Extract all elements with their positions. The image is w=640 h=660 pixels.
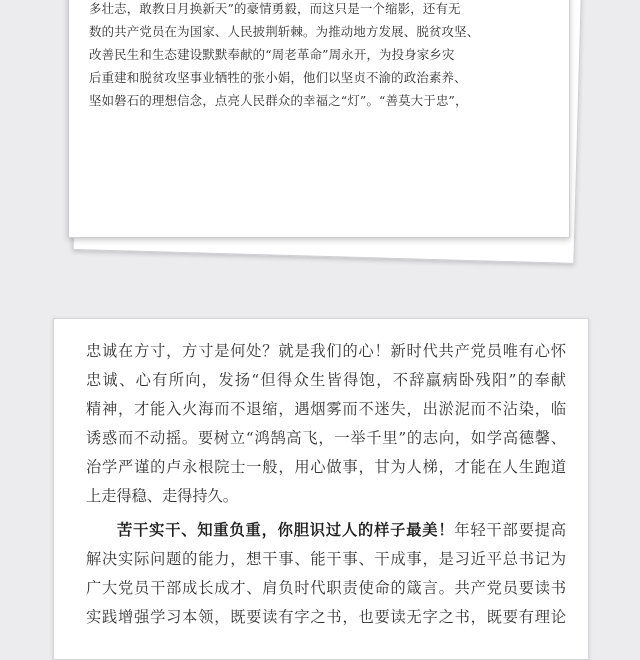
text-line: 解决实际问题的能力，想干事、能干事、干成事，是习近平总书记为 bbox=[86, 550, 566, 568]
text-line: 忠诚、心有所向，发扬“但得众生皆得饱，不辞羸病卧残阳”的奉献 bbox=[86, 371, 566, 389]
bottom-page-text bbox=[86, 337, 566, 632]
text-line: 改善民生和生态建设默默奉献的“周老革命”周永开，为投身家乡灾 bbox=[89, 47, 455, 62]
text-line: 忠诚在方寸，方寸是何处？就是我们的心！新时代共产党员唯有心怀 bbox=[86, 342, 566, 360]
text-line: 上走得稳、走得持久。 bbox=[86, 487, 238, 505]
document-page-bottom bbox=[53, 318, 589, 660]
text-line: 实践增强学习本领，既要读有字之书，也要读无字之书，既要有理论 bbox=[86, 608, 566, 626]
text-line: 数的共产党员在为国家、人民披荆斩棘。为推动地方发展、脱贫攻坚、 bbox=[89, 24, 480, 39]
text-line: 广大党员干部成长成才、肩负时代职责使命的箴言。共产党员要读书 bbox=[86, 579, 566, 597]
text-line: 坚如磐石的理想信念，点亮人民群众的幸福之“灯”。“善莫大于忠”， bbox=[89, 93, 468, 108]
text-line: 后重建和脱贫攻坚事业牺牲的张小娟，他们以坚贞不渝的政治素养、 bbox=[89, 70, 467, 85]
paragraph-heading: 苦干实干、知重负重，你胆识过人的样子最美！ bbox=[117, 521, 455, 539]
heading-line-rest: 年轻干部要提高 bbox=[454, 521, 566, 539]
top-page-text bbox=[89, 0, 551, 112]
text-line: 精神，才能入火海而不退缩，遇烟雾而不迷失，出淤泥而不沾染，临 bbox=[86, 400, 566, 418]
document-page-top bbox=[68, 0, 570, 238]
text-line: 治学严谨的卢永根院士一般，用心做事，甘为人梯，才能在人生跑道 bbox=[86, 458, 566, 476]
paragraph-heading-line bbox=[86, 516, 566, 545]
text-line: 多壮志，敢教日月换新天”的豪情勇毅，而这只是一个缩影，还有无 bbox=[89, 1, 461, 16]
text-line: 诱惑而不动摇。要树立“鸿鹄高飞，一举千里”的志向，如学高德馨、 bbox=[86, 429, 566, 447]
